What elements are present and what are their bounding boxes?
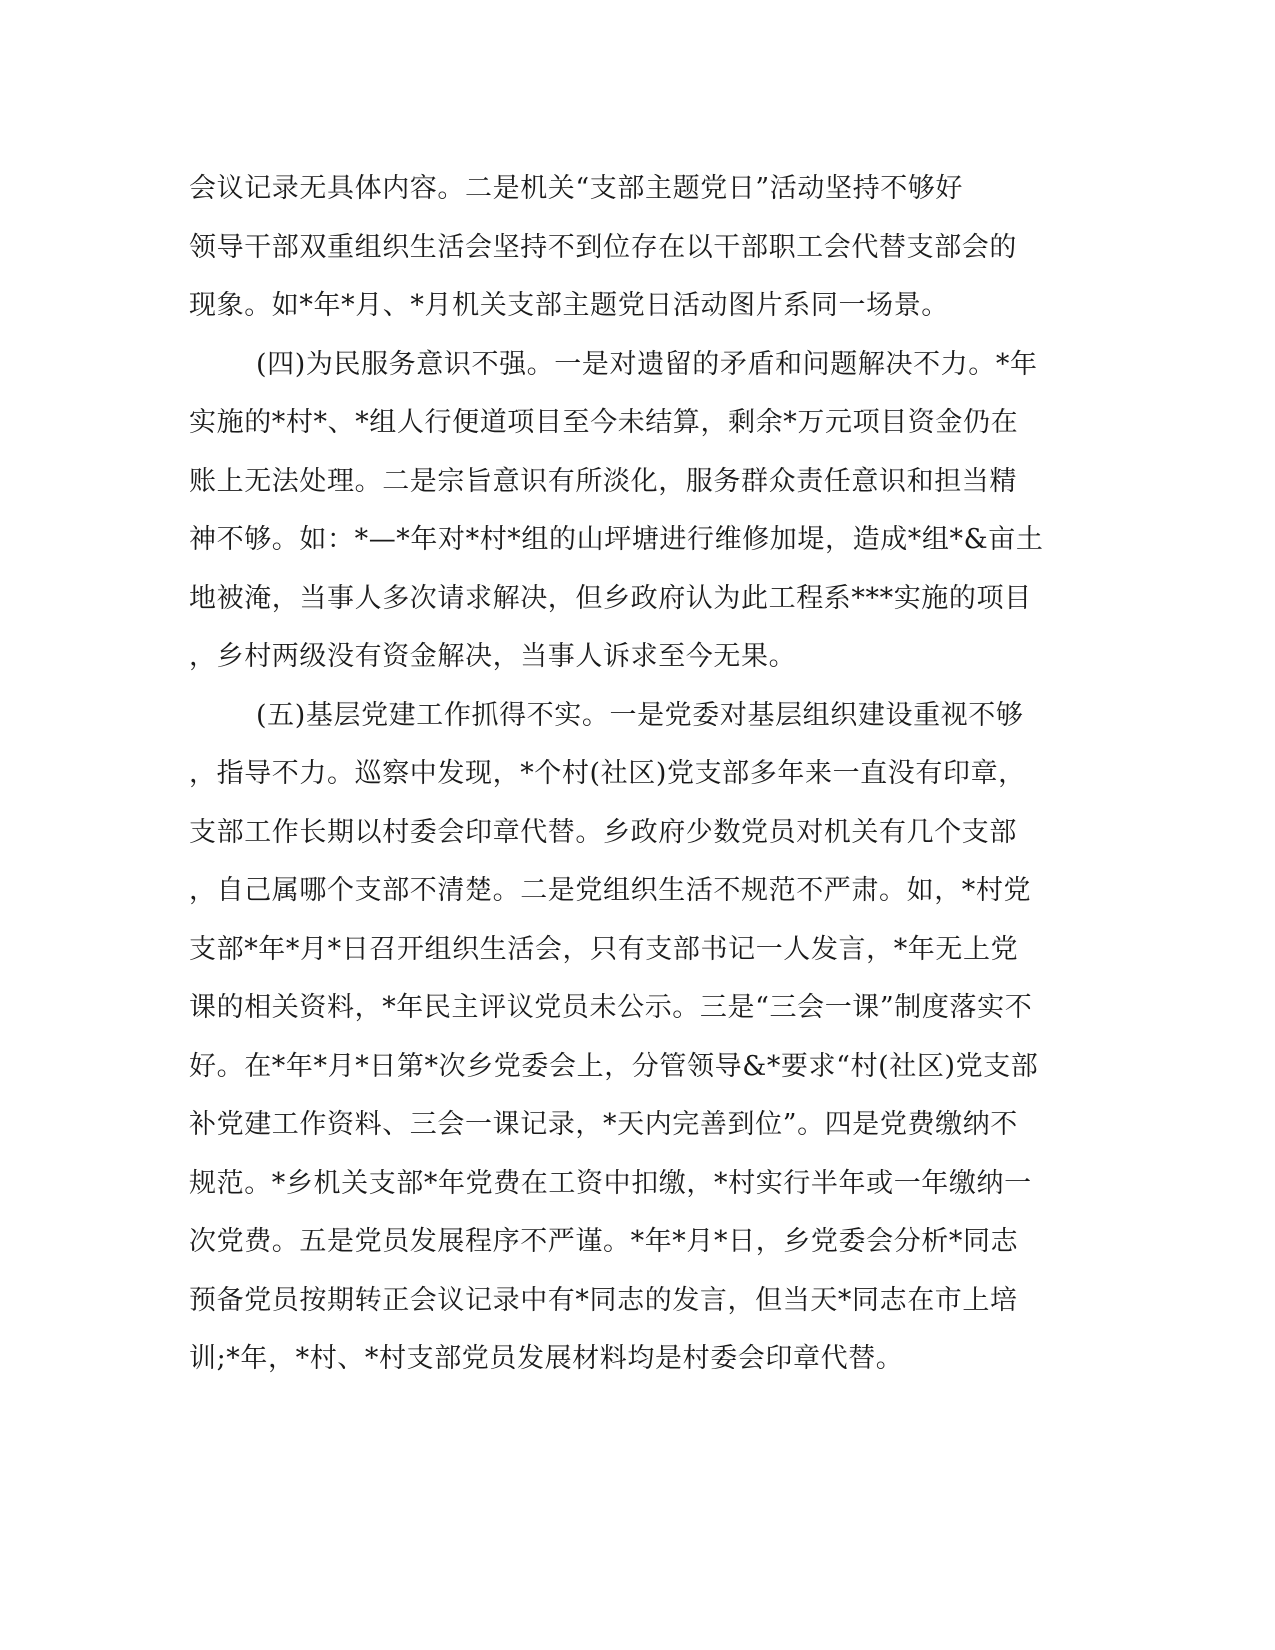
- text-line: 补党建工作资料、三会一课记录，*天内完善到位”。四是党费缴纳不: [189, 1109, 1018, 1140]
- text-line: ，自己属哪个支部不清楚。二是党组织生活不规范不严肃。如，*村党: [189, 875, 1032, 906]
- text-line: 支部工作长期以村委会印章代替。乡政府少数党员对机关有几个支部: [189, 816, 1017, 848]
- text-line: 次党费。五是党员发展程序不严谨。*年*月*日，乡党委会分析*同志: [189, 1226, 1019, 1257]
- text-line: 好。在*年*月*日第*次乡党委会上，分管领导&*要求“村(社区)党支部: [189, 1050, 1039, 1082]
- text-line: 训;*年，*村、*村支部党员发展材料均是村委会印章代替。: [189, 1343, 904, 1374]
- text-line: 地被淹，当事人多次请求解决，但乡政府认为此工程系***实施的项目: [189, 582, 1032, 614]
- section-heading-line: (四)为民服务意识不强。一是对遗留的矛盾和问题解决不力。*年: [256, 348, 1038, 380]
- text-line: 规范。*乡机关支部*年党费在工资中扣缴，*村实行半年或一年缴纳一: [189, 1167, 1032, 1199]
- text-line: 实施的*村*、*组人行便道项目至今未结算，剩余*万元项目资金仍在: [189, 407, 1019, 438]
- text-line: 课的相关资料，*年民主评议党员未公示。三是“三会一课”制度落实不: [189, 992, 1033, 1023]
- text-line: 预备党员按期转正会议记录中有*同志的发言，但当天*同志在市上培: [189, 1284, 1018, 1316]
- text-line: ，乡村两级没有资金解决，当事人诉求至今无果。: [189, 641, 797, 672]
- text-line: ，指导不力。巡察中发现，*个村(社区)党支部多年来一直没有印章，: [189, 758, 1026, 789]
- text-line: 领导干部双重组织生活会坚持不到位存在以干部职工会代替支部会的: [189, 231, 1017, 263]
- body-text: [189, 160, 1089, 1389]
- text-line: 支部*年*月*日召开组织生活会，只有支部书记一人发言，*年无上党: [189, 933, 1019, 965]
- text-line: 神不够。如：*—*年对*村*组的山坪塘进行维修加堤，造成*组*&亩土: [189, 524, 1044, 555]
- text-line: 账上无法处理。二是宗旨意识有所淡化，服务群众责任意识和担当精: [189, 465, 1017, 497]
- text-line: 会议记录无具体内容。二是机关“支部主题党日”活动坚持不够好: [189, 173, 964, 204]
- text-line: 现象。如*年*月、*月机关支部主题党日活动图片系同一场景。: [189, 290, 949, 321]
- section-heading-line: (五)基层党建工作抓得不实。一是党委对基层组织建设重视不够: [256, 699, 1024, 731]
